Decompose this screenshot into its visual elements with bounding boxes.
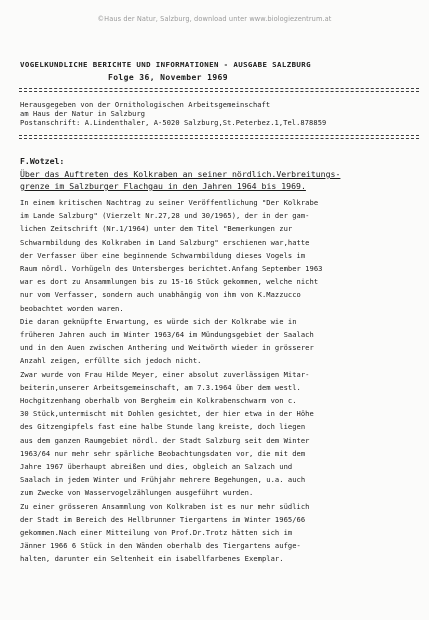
divider-rule-top	[19, 88, 419, 89]
body-text-line: beiterin,unserer Arbeitsgemeinschaft, am 7.3.1964 über dem westl.	[20, 382, 301, 392]
body-text-line: Jahre 1967 überhaupt abreißen und dies, obgleich an Salzach und	[20, 462, 293, 471]
body-text-line: Anzahl zeigen, erfüllte sich jedoch nicht.	[20, 356, 202, 366]
copyright-watermark: ©Haus der Natur, Salzburg, download unter www.biologiezentrum.at	[97, 15, 332, 23]
issue-line: Folge 36, November 1969	[108, 73, 228, 82]
body-text-line: Zwar wurde von Frau Hilde Meyer, einer absolut zuverlässigen Mitar-	[20, 369, 310, 379]
body-text-line: Schwarmbildung des Kolkraben im Land Salzburg" erschienen war,hatte	[20, 237, 310, 247]
body-text-line: Raum nördl. Vorhügeln des Untersberges berichtet.Anfang September 1963	[20, 264, 323, 273]
body-text-line: und in den Auen zwischen Anthering und Weitwörth wieder in grösserer	[20, 343, 314, 353]
body-text-line: der Stadt im Bereich des Hellbrunner Tiergartens im Winter 1965/66	[20, 514, 306, 524]
journal-title: VOGELKUNDLICHE BERICHTE UND INFORMATIONEN - AUSGABE SALZBURG	[20, 60, 311, 69]
body-text-line: aus dem ganzen Raumgebiet nördl. der Stadt Salzburg seit dem Winter	[20, 435, 310, 445]
publisher-line-1: Herausgegeben von der Ornithologischen Arbeitsgemeinschaft	[20, 101, 271, 109]
body-text-line: nur vom Verfasser, sondern auch unabhängig von ihm von K.Mazzucco	[20, 290, 301, 300]
divider-rule-top-2	[19, 91, 419, 92]
divider-rule-bottom-2	[19, 138, 419, 139]
body-text-line: Die daran geknüpfte Erwartung, es würde sich der Kolkrabe wie in	[20, 316, 297, 326]
body-text-line: 30 Stück,untermischt mit Dohlen gesichtet, der hier etwa in der Höhe	[20, 409, 314, 419]
author-name: F.Wotzel:	[20, 156, 65, 166]
body-text-line: halten, darunter ein Seltenheit ein isabellfarbenes Exemplar.	[20, 554, 284, 564]
body-text-line: der Verfasser über eine beginnende Schwarmbildung dieses Vogels im	[20, 250, 306, 260]
body-text-line: früheren Jahren auch im Winter 1963/64 im Mündungsgebiet der Saalach	[20, 330, 314, 339]
body-text-line: Zu einer grösseren Ansammlung von Kolkraben ist es nur mehr südlich	[20, 501, 310, 511]
article-title-line-2: grenze im Salzburger Flachgau in den Jahren 1964 bis 1969.	[20, 181, 306, 191]
divider-rule-bottom	[19, 135, 419, 136]
body-text-line: war es dort zu Ansammlungen bis zu 15-16 Stück gekommen, welche nicht	[20, 277, 319, 287]
body-text-line: 1963/64 nur mehr sehr spärliche Beobachtungsdaten vor, die mit dem	[20, 448, 306, 458]
body-text-line: Jänner 1966 6 Stück in den Wänden oberhalb des Tiergartens aufge-	[20, 541, 301, 551]
body-text-line: im Lande Salzburg" (Vierzelt Nr.27,28 und 30/1965), der in der gam-	[20, 211, 310, 221]
body-text-line: lichen Zeitschrift (Nr.1/1964) unter dem Titel "Bemerkungen zur	[20, 224, 293, 234]
article-title-line-1: Über das Auftreten des Kolkraben an seiner nördlich.Verbreitungs-	[20, 169, 341, 179]
publisher-line-3: Postanschrift: A.Lindenthaler, A-5020 Salzburg,St.Peterbez.1,Tel.878859	[20, 119, 327, 127]
body-text-line: Hochgitzenhang oberhalb von Bergheim ein Kolkrabenschwarm von c.	[20, 396, 297, 405]
body-text-line: Saalach in jedem Winter und Frühjahr mehrere Begehungen, u.a. auch	[20, 475, 306, 485]
body-text-line: gekommen.Nach einer Mitteilung von Prof.Dr.Trotz hätten sich im	[20, 528, 293, 537]
body-text-line: des Gitzengipfels fast eine halbe Stunde lang kreiste, doch liegen	[20, 422, 306, 432]
publisher-line-2: am Haus der Natur in Salzburg	[20, 110, 146, 118]
body-text-line: beobachtet worden waren.	[20, 303, 124, 313]
body-text-line: In einem kritischen Nachtrag zu seiner Veröffentlichung "Der Kolkrabe	[20, 198, 319, 207]
body-text-line: zum Zwecke von Wasservogelzählungen ausgeführt wurden.	[20, 488, 254, 498]
